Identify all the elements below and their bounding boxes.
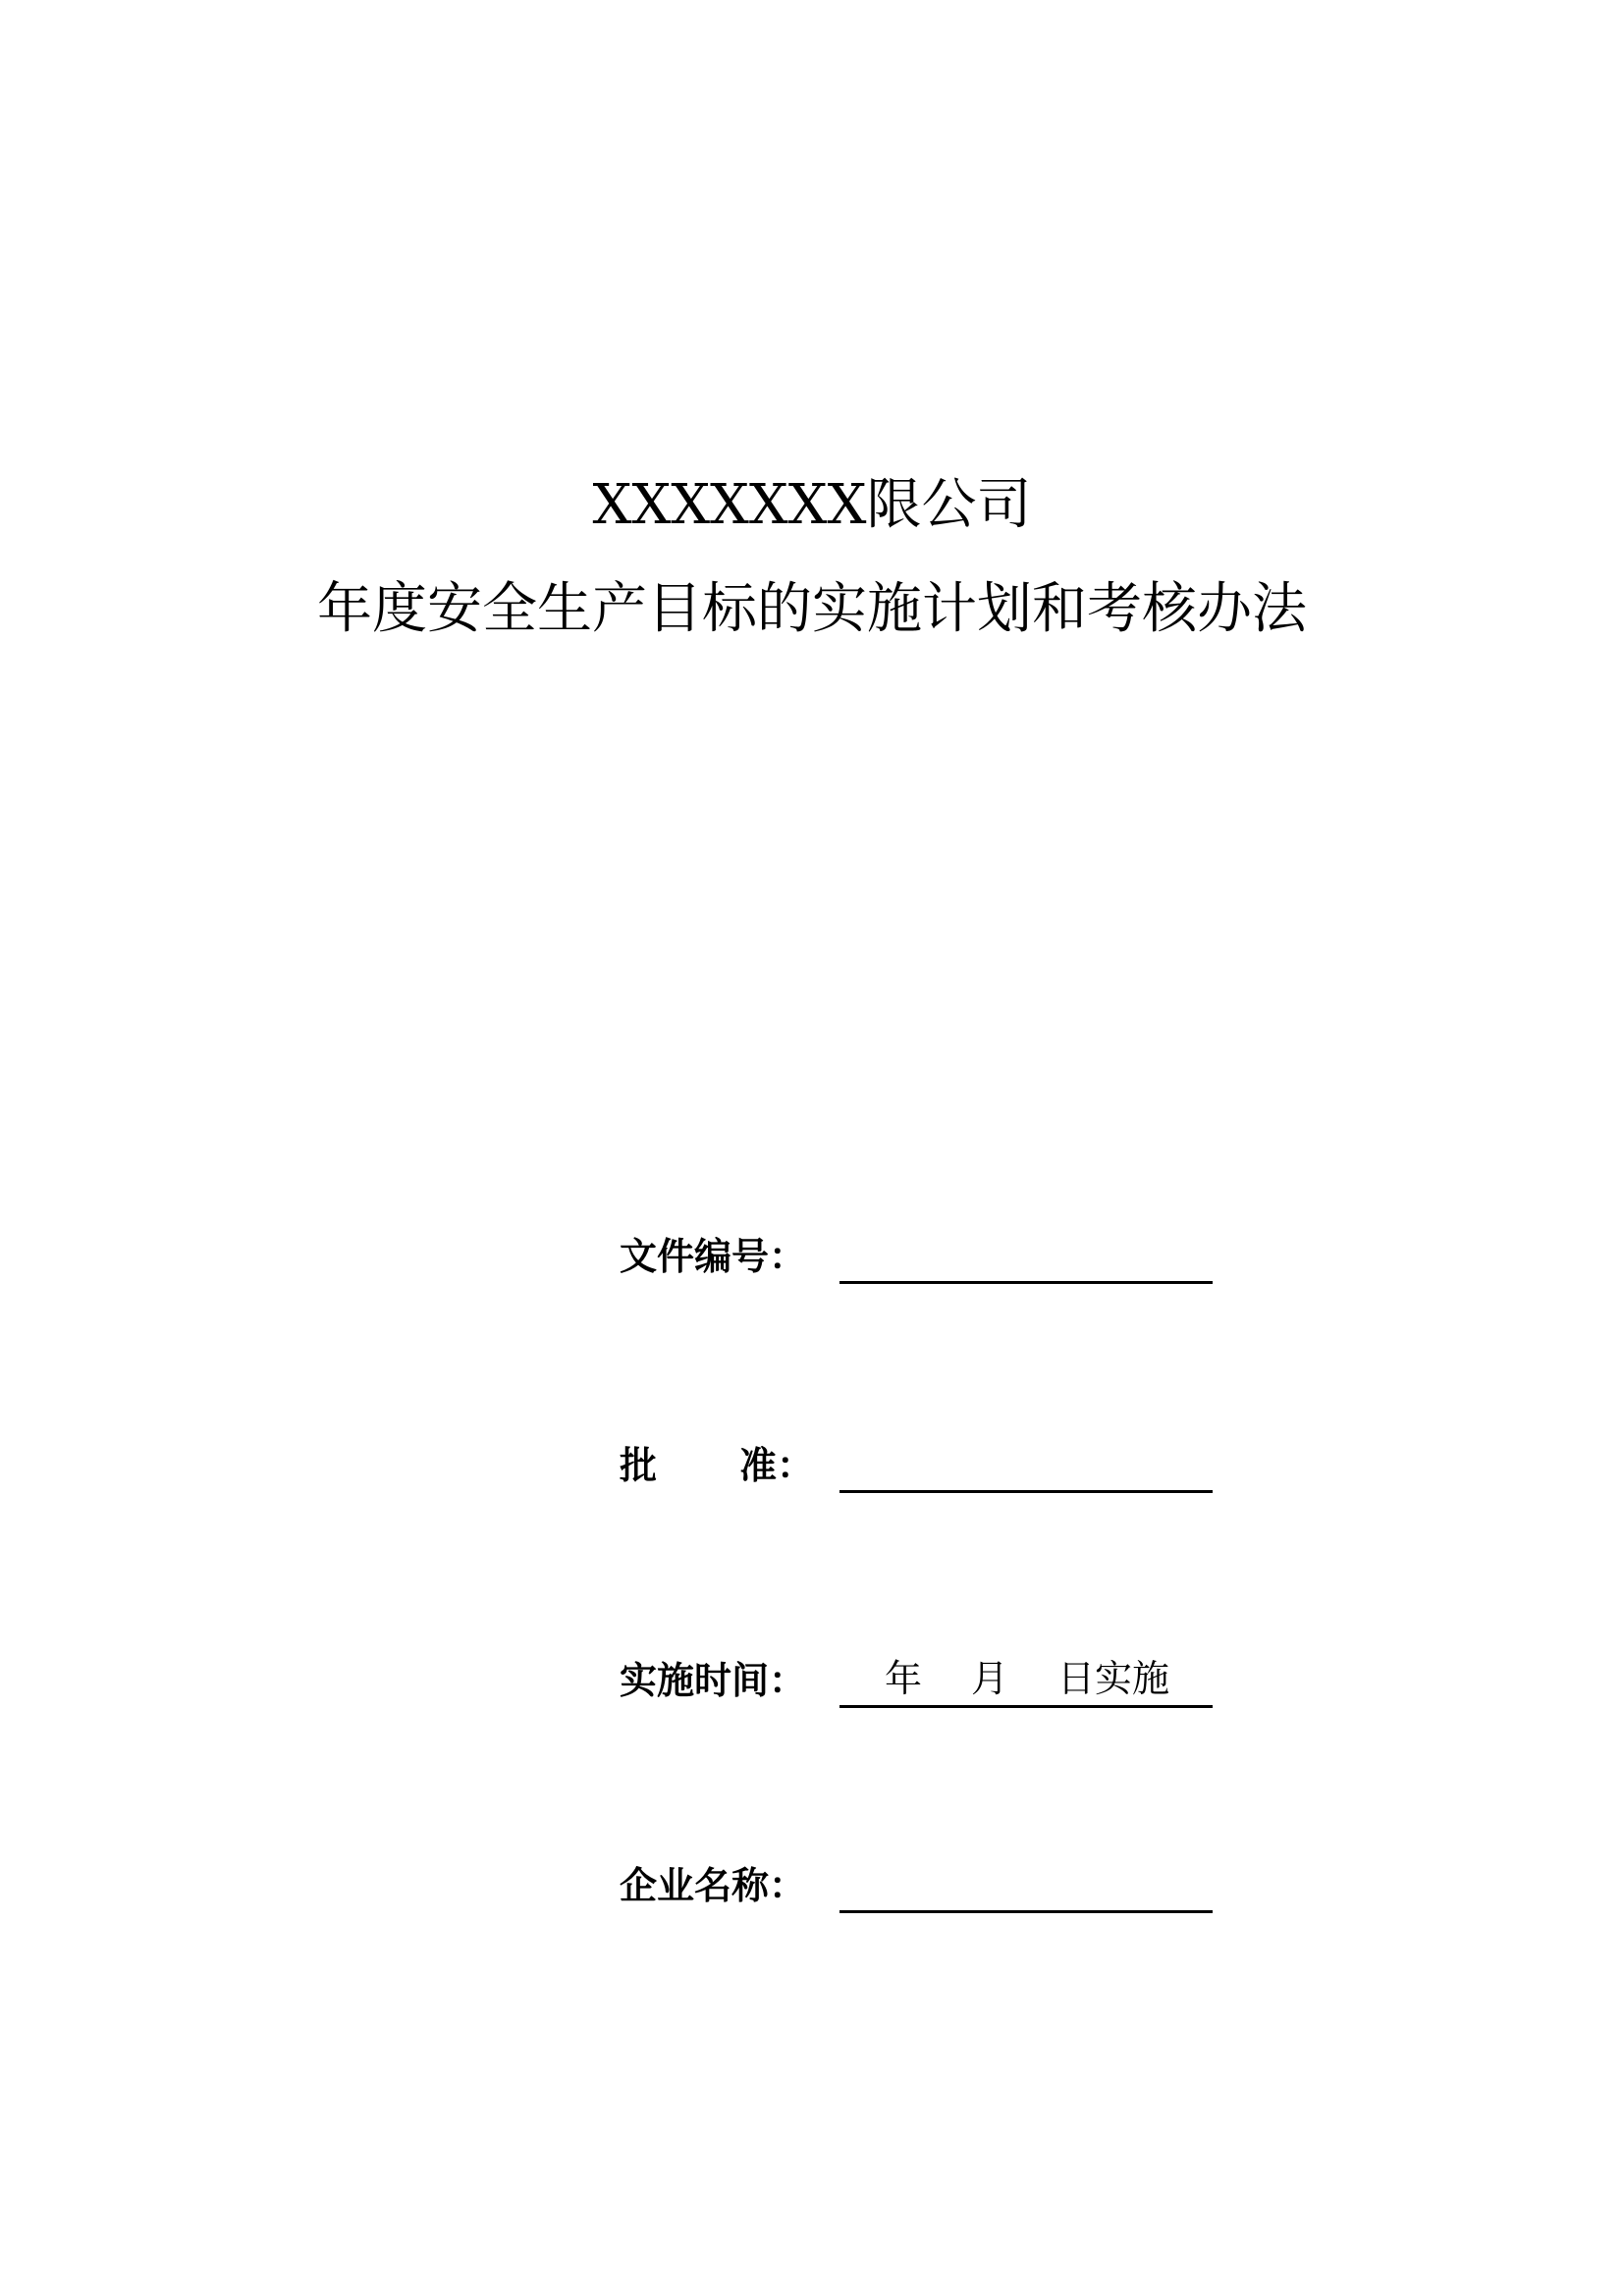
effective-date-field [620,1646,1170,1705]
company-name-field [620,1851,806,1910]
effective-date-year: 年 [885,1657,923,1700]
approval-field [620,1431,834,1490]
company-name-label: 企业名称： [620,1864,807,1907]
company-name-blank-line [839,1910,1213,1913]
approval-blank-line [839,1490,1213,1493]
approval-label-left: 批 [620,1444,658,1487]
effective-date-label: 实施时间： [620,1659,807,1702]
doc-number-label: 文件编号： [620,1235,807,1278]
company-name: XXXXXXX限公司 [592,473,1032,537]
doc-number-blank-line [839,1281,1213,1284]
effective-date-day: 日实施 [1057,1657,1170,1700]
effective-date-fill [839,1654,1213,1703]
approval-label-gap [657,1441,739,1490]
effective-date-blank-line [839,1705,1213,1708]
approval-label [620,1441,834,1490]
doc-number-field [620,1222,806,1281]
approval-label-right: 准： [739,1444,815,1487]
effective-date-month: 月 [971,1657,1009,1700]
document-title: 年度安全生产目标的实施计划和考核办法 [317,577,1307,641]
